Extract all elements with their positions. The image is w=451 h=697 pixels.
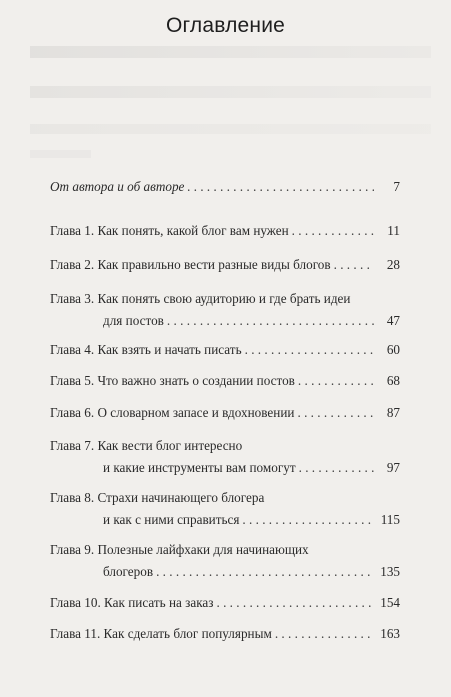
dot-leader	[275, 625, 374, 643]
dot-leader	[187, 178, 374, 196]
toc-entry-label: Глава 1. Как понять, какой блог вам нужен	[50, 223, 289, 238]
toc-page-number: 115	[380, 512, 400, 527]
toc-entry-label: Глава 7. Как вести блог интересно	[50, 438, 243, 453]
dot-leader	[299, 459, 374, 477]
toc-entry-chapter-2	[50, 256, 400, 274]
page-title: Оглавление	[165, 14, 286, 37]
toc-entry-label: От автора и об авторе	[50, 179, 185, 194]
toc-entry-chapter-3	[50, 290, 400, 330]
dot-leader	[297, 404, 374, 422]
toc-entry-chapter-6	[50, 404, 400, 422]
dot-leader	[167, 312, 374, 330]
toc-entry-preface	[50, 178, 400, 196]
dot-leader	[334, 256, 374, 274]
toc-page-number: 11	[387, 223, 400, 238]
toc-entry-chapter-4	[50, 341, 400, 359]
toc-entry-label-continued: и какие инструменты вам помогут	[103, 460, 296, 475]
toc-entry-chapter-7	[50, 437, 400, 477]
toc-page-number: 68	[386, 373, 400, 388]
toc-page-number: 60	[386, 342, 400, 357]
toc-entry-label: Глава 6. О словарном запасе и вдохновении	[50, 405, 295, 420]
toc-entry-label-continued: и как с ними справиться	[103, 512, 240, 527]
toc-entry-chapter-8	[50, 489, 400, 529]
toc-entry-chapter-5	[50, 372, 400, 390]
toc-page-number: 154	[380, 595, 400, 610]
toc-entry-label: Глава 8. Страхи начинающего блогера	[50, 490, 265, 505]
toc-page-number: 135	[380, 564, 400, 579]
dot-leader	[156, 563, 374, 581]
toc-entry-label: Глава 9. Полезные лайфхаки для начинающих	[50, 542, 309, 557]
dot-leader	[292, 222, 374, 240]
toc-page-number: 47	[386, 313, 400, 328]
bleed-through-text	[30, 124, 431, 134]
toc-entry-label: Глава 2. Как правильно вести разные виды блогов	[50, 257, 331, 272]
toc-entry-chapter-11	[50, 625, 400, 643]
toc-entry-chapter-1	[50, 222, 400, 240]
toc-entry-label: Глава 10. Как писать на заказ	[50, 595, 214, 610]
toc-entry-label: Глава 5. Что важно знать о создании постов	[50, 373, 295, 388]
toc-entry-label: Глава 3. Как понять свою аудиторию и где брать идеи	[50, 291, 351, 306]
dot-leader	[216, 594, 374, 612]
toc-entry-label-continued: для постов	[103, 313, 164, 328]
dot-leader	[298, 372, 374, 390]
toc-page-number: 7	[393, 179, 400, 194]
toc-page-number: 97	[386, 460, 400, 475]
toc-entry-chapter-10	[50, 594, 400, 612]
bleed-through-text	[30, 150, 91, 158]
toc-page-number: 28	[386, 257, 400, 272]
dot-leader	[242, 511, 374, 529]
dot-leader	[245, 341, 374, 359]
toc-entry-label-continued: блогеров	[103, 564, 154, 579]
bleed-through-text	[30, 46, 431, 58]
toc-entry-chapter-9	[50, 541, 400, 581]
toc-page-number: 163	[380, 626, 400, 641]
toc-entry-label: Глава 4. Как взять и начать писать	[50, 342, 242, 357]
toc-page-number: 87	[386, 405, 400, 420]
toc-entry-label: Глава 11. Как сделать блог популярным	[50, 626, 272, 641]
bleed-through-text	[30, 86, 431, 98]
